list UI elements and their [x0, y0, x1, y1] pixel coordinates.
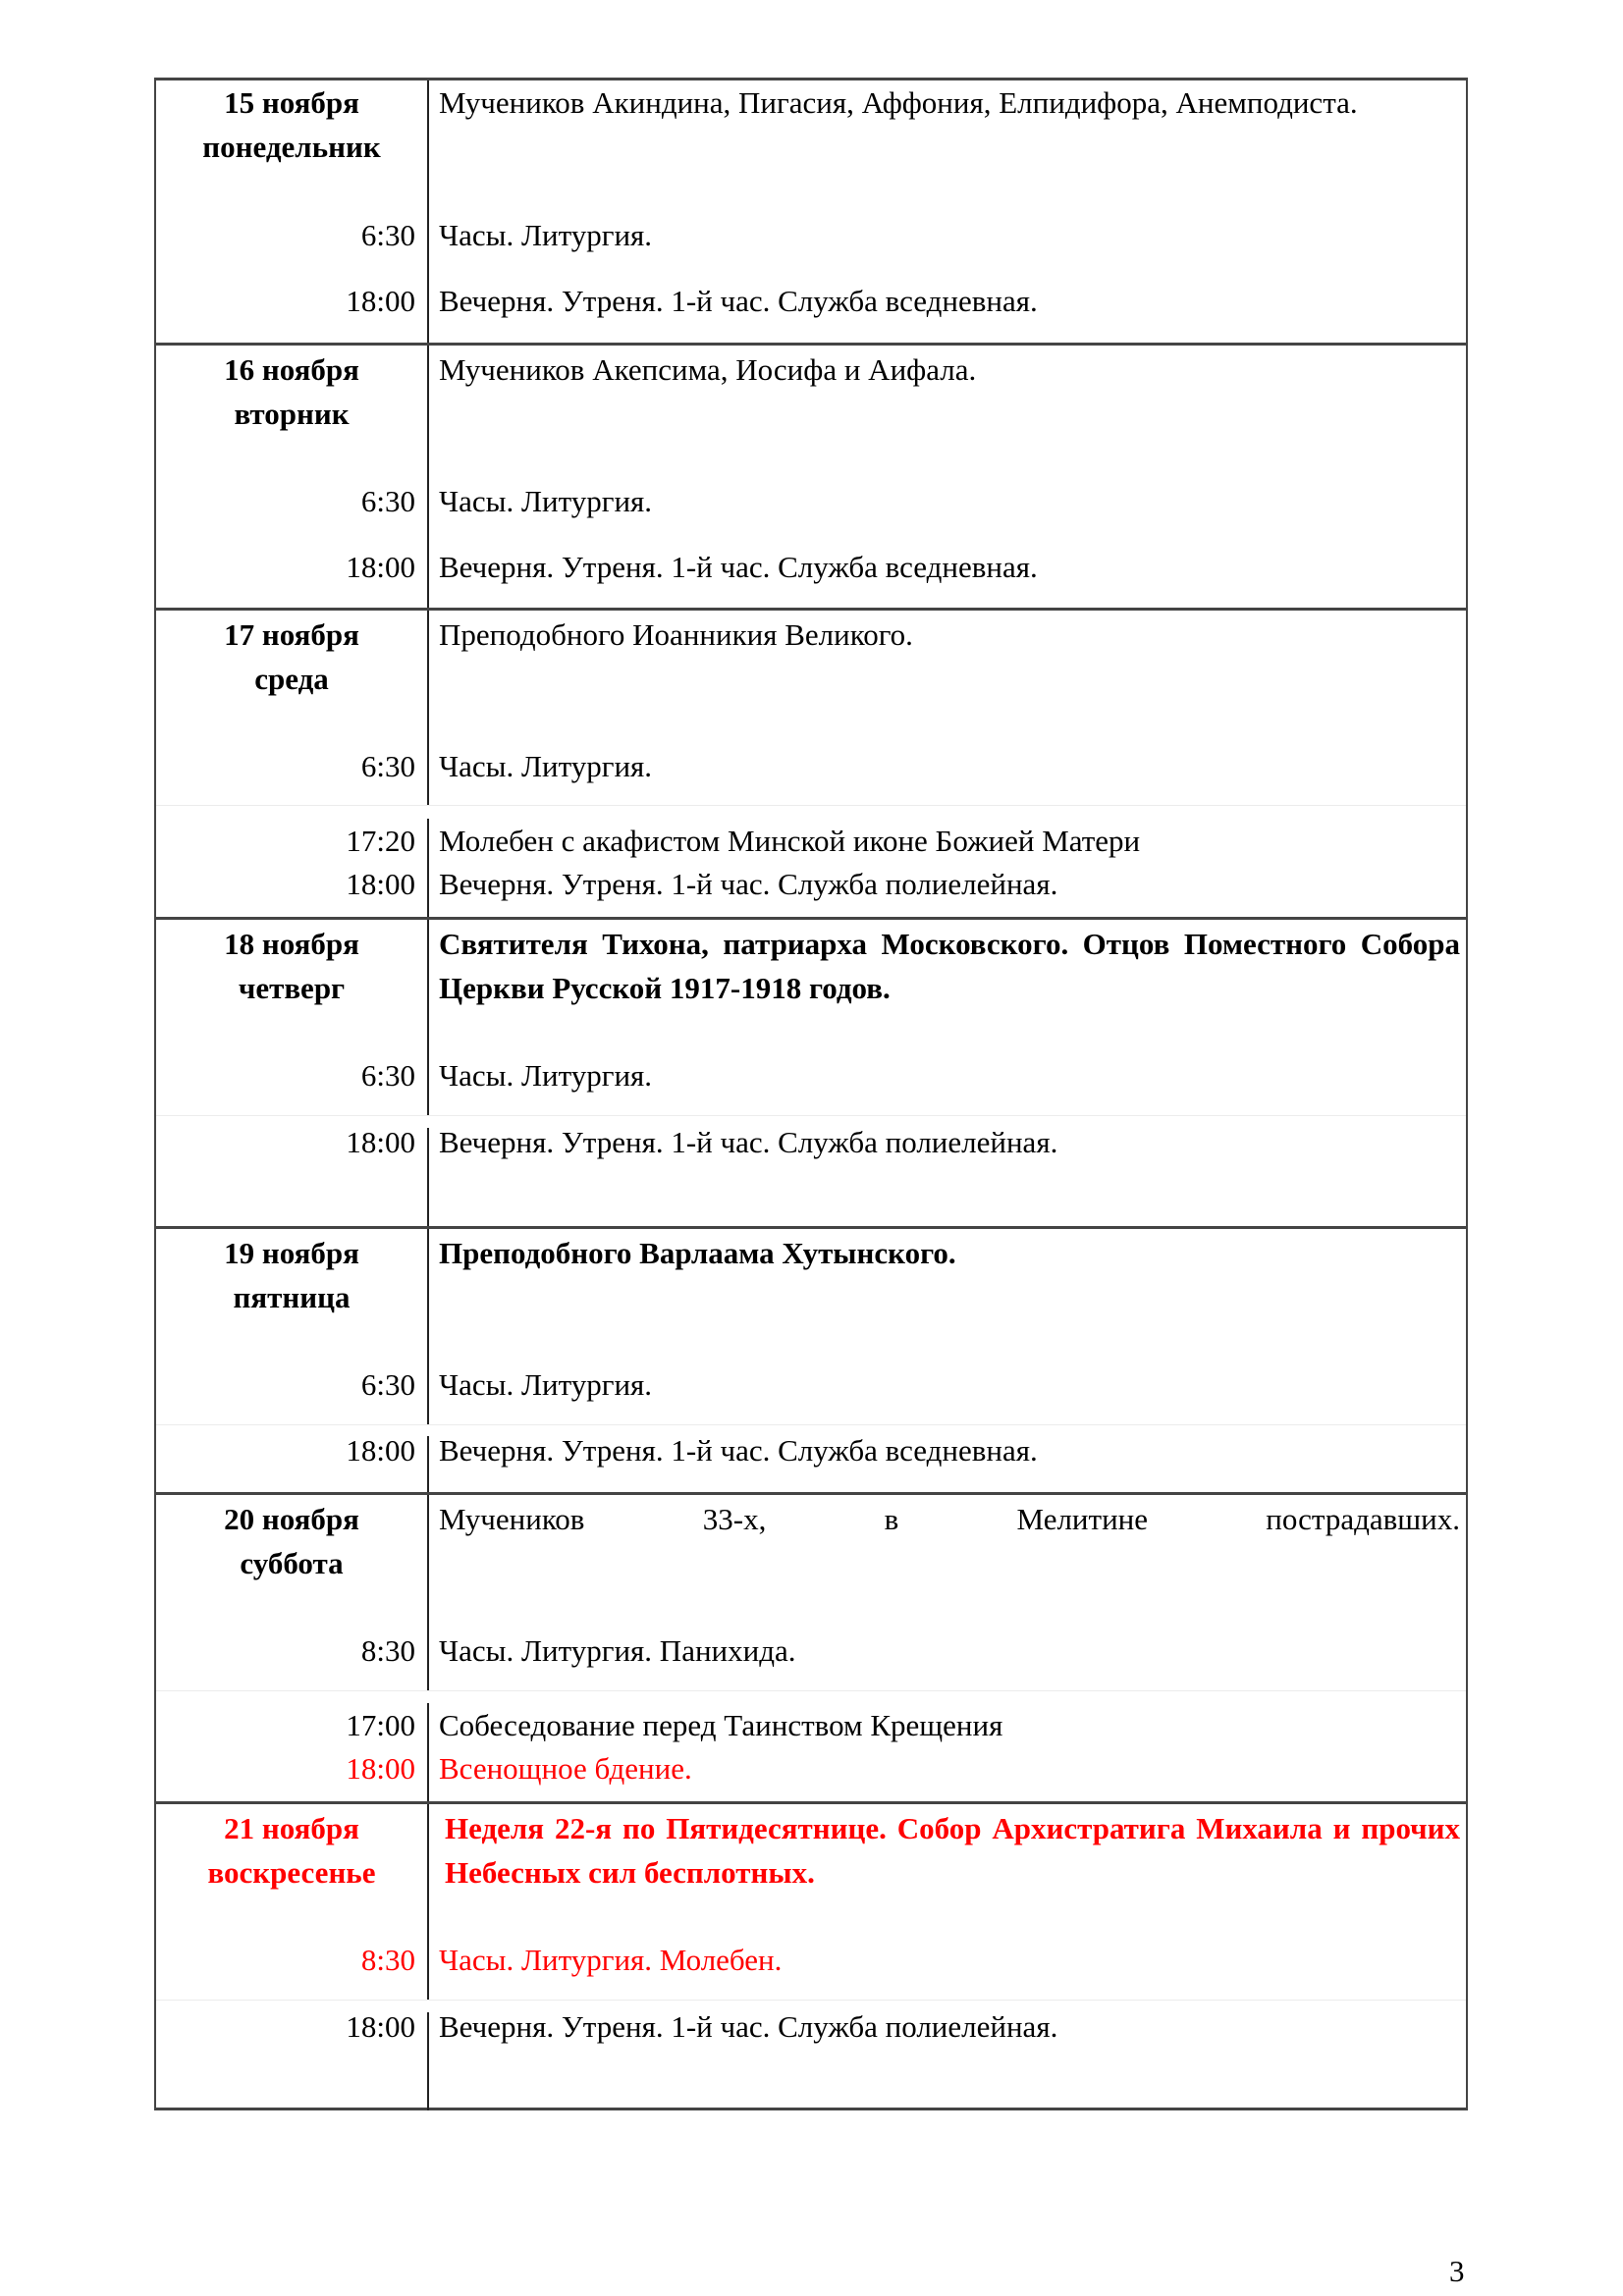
sub-row-separator	[156, 1115, 1466, 1116]
service-name: Молебен с акафистом Минской иконе Божией Матери	[439, 824, 1141, 858]
service-time: 6:30	[360, 1058, 415, 1093]
day-date	[156, 922, 427, 1010]
service-name: Часы. Литургия.	[439, 1058, 653, 1093]
service-time: 8:30	[360, 1633, 415, 1668]
day-date	[156, 613, 427, 701]
service-time: 8:30	[360, 1943, 415, 1977]
service-time: 18:00	[346, 2009, 415, 2044]
day-row-18	[156, 917, 1466, 1226]
service-time: 18:00	[346, 1751, 415, 1786]
service-line	[156, 1629, 1466, 1673]
page-number: 3	[1449, 2254, 1465, 2288]
service-time: 6:30	[360, 749, 415, 783]
date-label: 18 ноября	[224, 927, 359, 961]
date-label: 20 ноября	[224, 1502, 359, 1536]
service-time: 6:30	[360, 218, 415, 252]
service-time: 18:00	[346, 550, 415, 584]
day-row-21	[156, 1801, 1466, 2110]
service-name: Вечерня. Утреня. 1-й час. Служба полиелейная.	[439, 1125, 1058, 1159]
weekday-label: суббота	[240, 1546, 344, 1580]
date-label: 16 ноября	[224, 352, 359, 387]
sub-row-separator	[156, 1424, 1466, 1425]
service-name: Вечерня. Утреня. 1-й час. Служба вседневная.	[439, 550, 1038, 584]
sub-row-separator	[156, 1690, 1466, 1691]
service-time: 6:30	[360, 1367, 415, 1402]
day-date	[156, 347, 427, 436]
schedule-table	[154, 78, 1468, 2110]
day-row-17	[156, 608, 1466, 917]
day-date	[156, 80, 427, 169]
service-name: Вечерня. Утреня. 1-й час. Служба вседневная.	[439, 1433, 1038, 1468]
service-name: Собеседование перед Таинством Крещения	[439, 1708, 1003, 1742]
weekday-label: пятница	[233, 1280, 351, 1314]
service-time: 6:30	[360, 484, 415, 518]
weekday-label: воскресенье	[207, 1855, 376, 1890]
service-line	[156, 1938, 1466, 1982]
service-time: 17:20	[346, 824, 415, 858]
service-line	[156, 1053, 1466, 1097]
service-name: Вечерня. Утреня. 1-й час. Служба полиелейная.	[439, 2009, 1058, 2044]
day-row-20	[156, 1492, 1466, 1801]
day-date	[156, 1806, 427, 1895]
day-row-19	[156, 1226, 1466, 1492]
service-time: 18:00	[346, 1433, 415, 1468]
service-line	[156, 279, 1466, 323]
service-name: Всенощное бдение.	[439, 1751, 692, 1786]
date-label: 15 ноября	[224, 85, 359, 120]
service-line	[156, 213, 1466, 257]
service-line	[156, 1362, 1466, 1407]
service-name: Часы. Литургия. Панихида.	[439, 1633, 796, 1668]
feast-description: Преподобного Варлаама Хутынского.	[439, 1236, 956, 1270]
sub-row-separator	[156, 805, 1466, 806]
date-label: 17 ноября	[224, 617, 359, 652]
service-time: 18:00	[346, 867, 415, 901]
service-line	[156, 1703, 1466, 1747]
service-line	[156, 1428, 1466, 1472]
service-line	[156, 479, 1466, 523]
service-name: Вечерня. Утреня. 1-й час. Служба вседневная.	[439, 284, 1038, 318]
date-label: 21 ноября	[224, 1811, 359, 1845]
day-date	[156, 1231, 427, 1319]
service-line	[156, 2004, 1466, 2049]
feast-description: Святителя Тихона, патриарха Московского. Отцов Поместного Собора Церкви Русской 1917-1918 годов.	[439, 927, 1460, 1005]
feast-description: Неделя 22-я по Пятидесятнице. Собор Архистратига Михаила и прочих Небесных сил бесплотных.	[445, 1811, 1460, 1890]
service-line	[156, 545, 1466, 589]
day-row-15	[156, 78, 1466, 343]
service-name: Вечерня. Утреня. 1-й час. Служба полиелейная.	[439, 867, 1058, 901]
weekday-label: вторник	[234, 397, 350, 431]
day-row-16	[156, 343, 1466, 608]
service-name: Часы. Литургия. Молебен.	[439, 1943, 783, 1977]
sub-row-separator	[156, 2000, 1466, 2001]
service-name: Часы. Литургия.	[439, 1367, 653, 1402]
feast-description: Мучеников Акепсима, Иосифа и Аифала.	[439, 352, 977, 387]
weekday-label: среда	[254, 662, 329, 696]
service-line	[156, 862, 1466, 906]
service-line	[156, 1746, 1466, 1790]
service-time: 17:00	[346, 1708, 415, 1742]
feast-description: Мучеников 33-х, в Мелитине пострадавших.	[439, 1502, 1460, 1536]
service-time: 18:00	[346, 1125, 415, 1159]
date-label: 19 ноября	[224, 1236, 359, 1270]
service-line	[156, 1120, 1466, 1164]
service-name: Часы. Литургия.	[439, 749, 653, 783]
weekday-label: понедельник	[202, 130, 381, 164]
service-line	[156, 819, 1466, 863]
weekday-label: четверг	[238, 971, 346, 1005]
service-time: 18:00	[346, 284, 415, 318]
feast-description: Преподобного Иоанникия Великого.	[439, 617, 913, 652]
service-line	[156, 744, 1466, 788]
day-date	[156, 1497, 427, 1585]
service-name: Часы. Литургия.	[439, 484, 653, 518]
service-name: Часы. Литургия.	[439, 218, 653, 252]
feast-description: Мучеников Акиндина, Пигасия, Аффония, Елпидифора, Анемподиста.	[439, 85, 1358, 120]
